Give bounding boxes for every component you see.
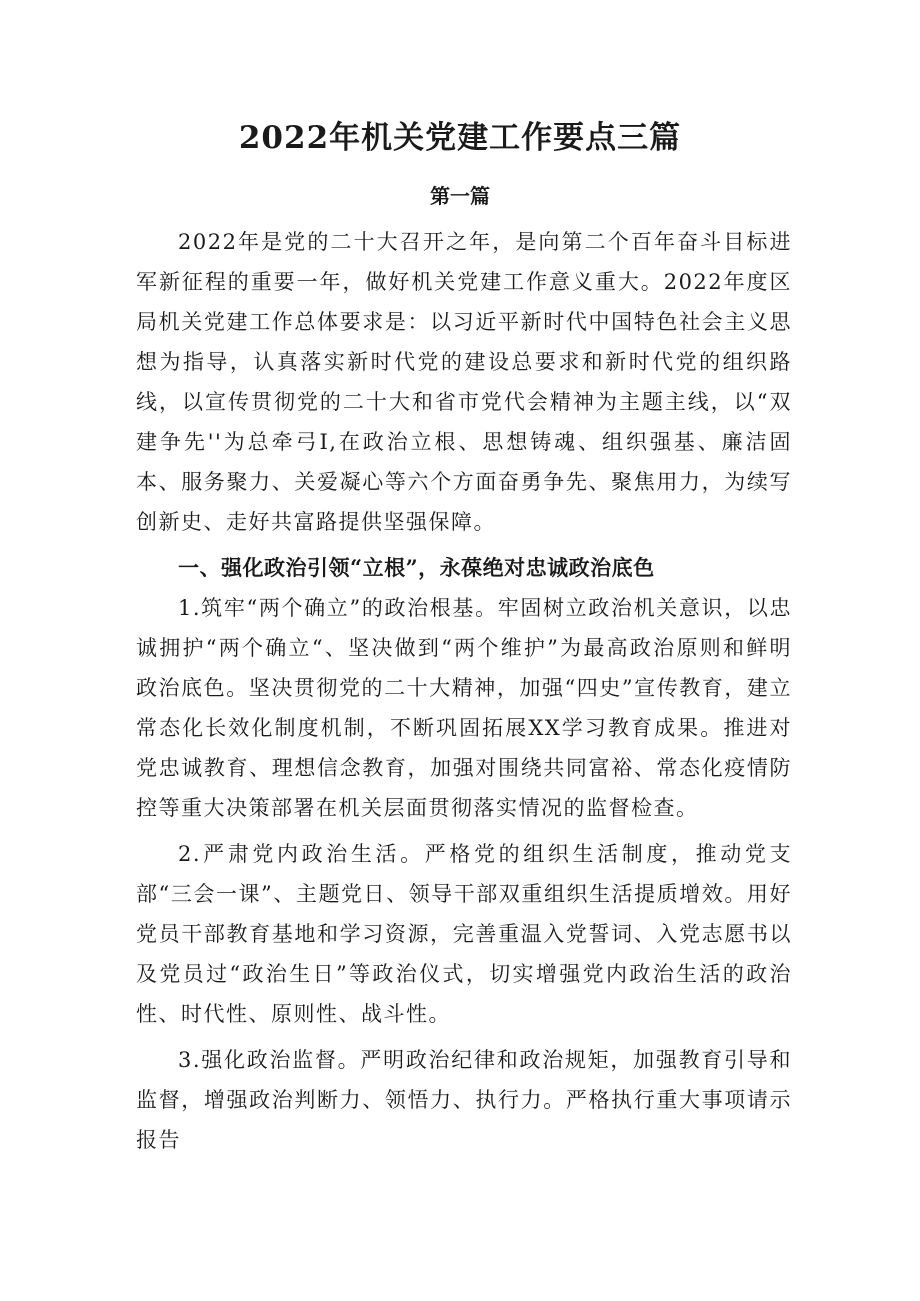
- item-paragraph-2: 2.严肃党内政治生活。严格党的组织生活制度，推动党支部“三会一课”、主题党日、领导干部双重组织生活提质增效。用好党员干部教育基地和学习资源，完善重温入党誓词、入党志愿书以及党员过“政治生日”等政治仪式，切实增强党内政治生活的政治性、时代性、原则性、战斗性。: [136, 842, 792, 1026]
- intro-paragraph: 2022年是党的二十大召开之年，是向第二个百年奋斗目标进军新征程的重要一年，做好机关党建工作意义重大。2022年度区局机关党建工作总体要求是：以习近平新时代中国特色社会主义思想为指导，认真落实新时代党的建设总要求和新时代党的组织路线，以宣传贯彻党的二十大和省市党代会精神为主题主线，以“双建争先''为总牵弓I,在政治立根、思想铸魂、组织强基、廉洁固本、服务聚力、关爱凝心等六个方面奋勇争先、聚焦用力，为续写创新史、走好共富路提供坚强保障。: [136, 230, 792, 534]
- chapter-title: 第一篇: [430, 184, 490, 208]
- document-body: [136, 222, 792, 1160]
- section-heading: 一、强化政治引领“立根”，永葆绝对忠诚政治底色: [178, 555, 655, 580]
- document-title: 2022年机关党建工作要点三篇: [238, 120, 682, 156]
- item-paragraph-1: 1.筑牢“两个确立”的政治根基。牢固树立政治机关意识，以忠诚拥护“两个确立“、坚决做到“两个维护”为最高政治原则和鲜明政治底色。坚决贯彻党的二十大精神，加强“四史”宣传教育，建立常态化长效化制度机制，不断巩固拓展XX学习教育成果。推进对党忠诚教育、理想信念教育，加强对围绕共同富裕、常态化疫情防控等重大决策部署在机关层面贯彻落实情况的监督检查。: [136, 596, 792, 820]
- item-paragraph-3: 3.强化政治监督。严明政治纪律和政治规矩，加强教育引导和监督，增强政治判断力、领悟力、执行力。严格执行重大事项请示报告: [136, 1048, 792, 1152]
